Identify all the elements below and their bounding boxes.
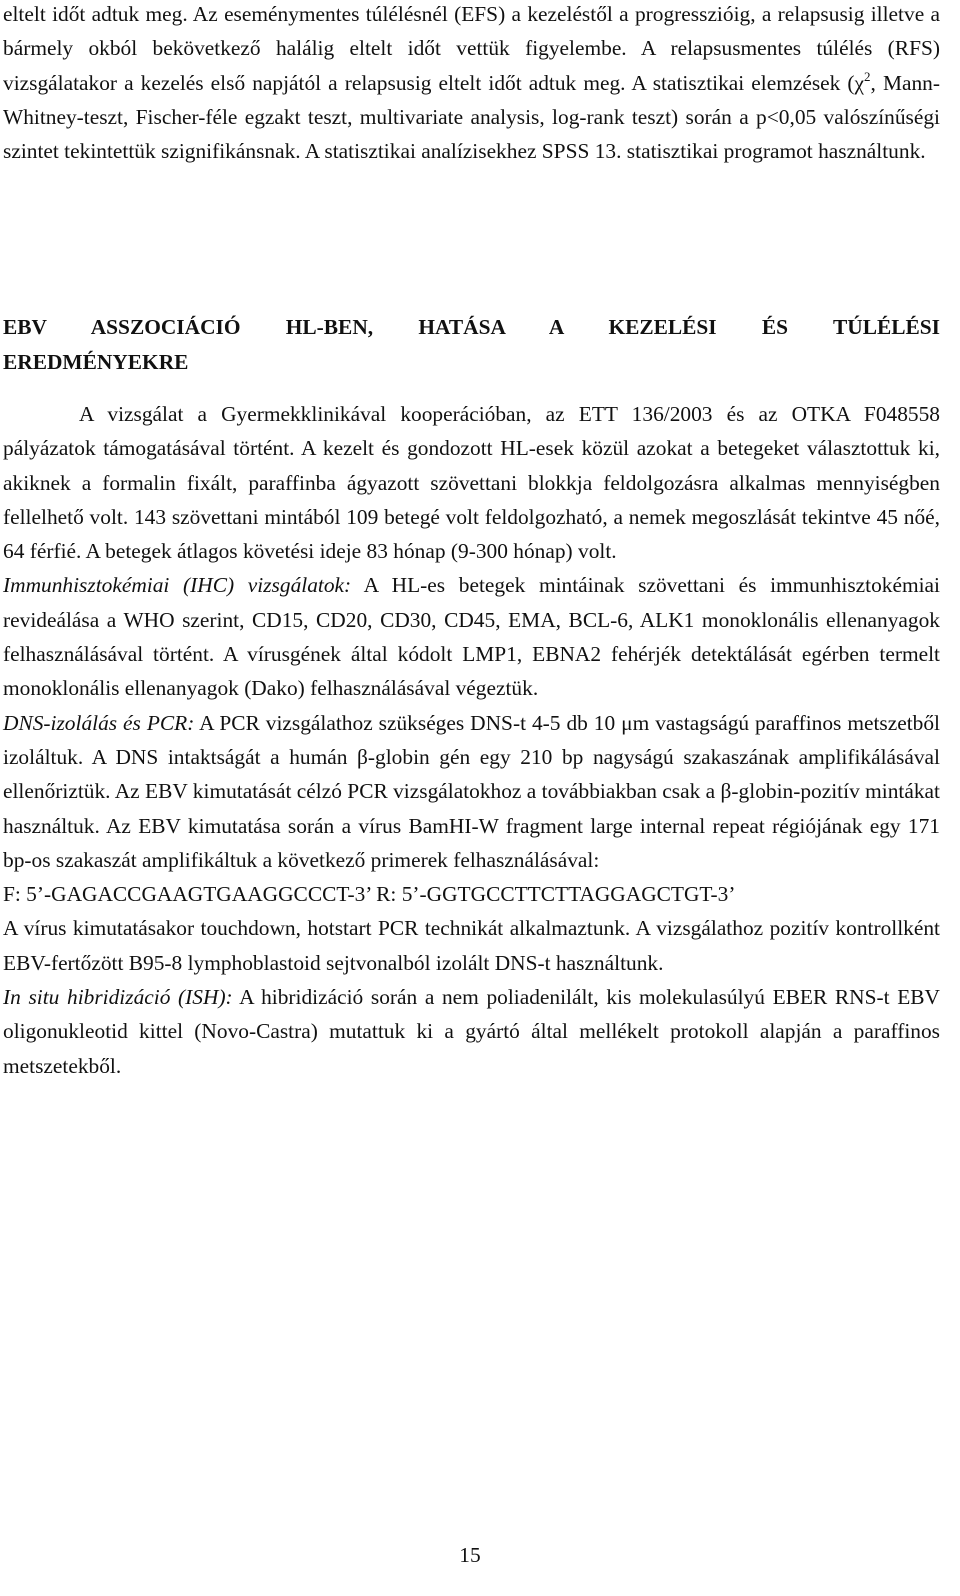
primer-sequences: F: 5’-GAGACCGAAGTGAAGGCCCT-3’ R: 5’-GGTGCCTTCTTAGGAGCTGT-3’ — [3, 882, 736, 907]
page-number: 15 — [459, 1543, 481, 1567]
methods-statistics-paragraph — [3, 0, 940, 168]
ish-lead: In situ hibridizáció (ISH): — [3, 985, 233, 1010]
study-body — [3, 397, 940, 1083]
statistics-text-part1: eltelt időt adtuk meg. Az eseménymentes túlélésnél (EFS) a kezeléstől a progresszióig, a relapsusig illetve a bármely okból bekövetkező halálig eltelt időt vettük figyelembe. A relapsusmentes túlélés (RFS) vizsgálatakor a kezelés első napjától a relapsusig eltelt időt adtuk meg. A statisztikai elemzések (χ — [3, 2, 940, 95]
section-heading — [3, 310, 940, 379]
virus-detection-paragraph: A vírus kimutatásakor touchdown, hotstart PCR technikát alkalmaztunk. A vizsgálathoz pozitív kontrollként EBV-fertőzött B95-8 lymphoblastoid sejtvonalból izolált DNS-t használtunk. — [3, 916, 940, 975]
dns-pcr-paragraph — [3, 706, 940, 877]
dns-pcr-text: A PCR vizsgálathoz szükséges DNS-t 4-5 db 10 μm vastagságú paraffinos metszetből izoláltuk. A DNS intaktságát a humán β-globin gén egy 210 bp nagyságú szakaszának amplifikálásával ellenőriztük. Az EBV kimutatását célzó PCR vizsgálatokhoz a továbbiakban csak a β-globin-pozitív mintákat használtuk. Az EBV kimutatása során a vírus BamHI-W fragment large internal repeat régiójának egy 171 bp-os szakaszát amplifikáltuk a következő primerek felhasználásával: — [3, 710, 941, 872]
dns-pcr-lead: DNS-izolálás és PCR: — [3, 710, 195, 735]
ihc-text: A HL-es betegek mintáinak szövettani és immunhisztokémiai revideálása a WHO szerint, CD15, CD20, CD30, CD45, EMA, BCL-6, ALK1 monoklonális ellenanyagok felhasználásával történt. A vírusgének által kódolt LMP1, EBNA2 fehérjék detektálását egérben termelt monoklonális ellenanyagok (Dako) felhasználásával végeztük. — [3, 573, 940, 701]
study-paragraph: A vizsgálat a Gyermekklinikával kooperációban, az ETT 136/2003 és az OTKA F048558 pályázatok támogatásával történt. A kezelt és gondozott HL-esek közül azokat a betegeket választottuk ki, akiknek a formalin fixált, paraffinba ágyazott szövettani blokkja feldolgozásra alkalmas mennyiségben fellelhető volt. 143 szövettani mintából 109 betegé volt feldolgozható, a nemek megoszlását tekintve 45 nőé, 64 férfié. A betegek átlagos követési ideje 83 hónap (9-300 hónap) volt. — [3, 402, 940, 564]
chi-squared-superscript: 2 — [864, 68, 871, 84]
ish-paragraph — [3, 980, 940, 1083]
ihc-lead: Immunhisztokémiai (IHC) vizsgálatok: — [3, 573, 352, 598]
ish-text: A hibridizáció során a nem poliadenilált, kis molekulasúlyú EBER RNS-t EBV oligonukleotid kittel (Novo-Castra) mutattuk ki a gyártó által mellékelt protokoll alapján a paraffinos metszetekből. — [3, 985, 940, 1078]
ihc-paragraph — [3, 568, 940, 705]
statistics-text-part2: , Mann-Whitney-teszt, Fischer-féle egzakt teszt, multivariate analysis, log-rank teszt) során a p<0,05 valószínűségi szintet tekintettük szignifikánsnak. A statisztikai analízisekhez SPSS 13. statisztikai programot használtunk. — [3, 70, 940, 164]
section-heading-line1: EBV ASSZOCIÁCIÓ HL-BEN, HATÁSA A KEZELÉSI ÉS TÚLÉLÉSI — [3, 315, 940, 339]
section-heading-line2: EREDMÉNYEKRE — [3, 349, 189, 374]
